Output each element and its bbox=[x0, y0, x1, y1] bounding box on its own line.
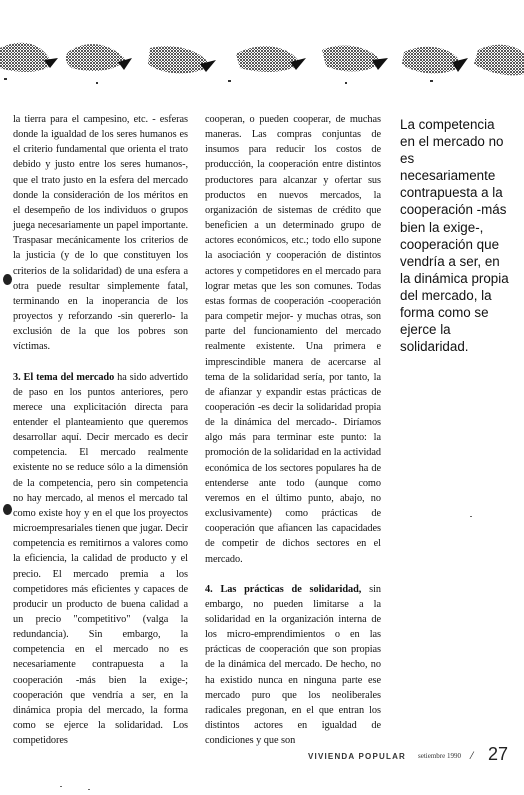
paragraph-text: ha sido advertido de paso en los puntos anteriores, pero merece una explicitación directa para entender el planteamiento que queremos desarrollar aquí. Decir mercado es decir competencia. El mercado realmente existente no se reduce sólo a la dimensión de la competencia, pero sin competencia no hay mercado, al menos el mercado tal como existe hoy y en el que los proyectos microempresariales tienen que jugar. Decir competencia es remitirnos a valores como la eficiencia, la calidad de producto y el precio. El mercado premia a los competidores más eficientes y capaces de producir un producto de buena calidad a un precio "competitivo" (valga la redundancia). Sin embargo, la competencia en el mercado no es necesariamente contrapuesta a la cooperación -más bien la exige-; cooperación que vendría a ser, en la dinámica propia del mercado, la forma como se ejerce la solidaridad. Los competidores bbox=[13, 371, 188, 747]
paragraph: cooperan, o pueden cooperar, de muchas maneras. Las compras conjuntas de insumos para reducir los costos de producción, la cooperación entre distintos productores para alcanzar y ofertar sus productos en nuevos mercados, la organización de sistemas de crédito que beneficien a un determinado grupo de actores económicos, etc.; todo ello supone la asociación y cooperación de distintos actores y competidores en el mercado para lograr metas que les son comunes. Todas estas formas de cooperación -cooperación para competir mejor- y muchas otras, son parte del funcionamiento del mercado realmente existente. Una primera e imprescindible manera de acercarse al tema de la solidaridad sería, por tanto, la de afianzar y expandir estas prácticas de cooperación -es decir la solidaridad propia de la dinámica del mercado-. Diríamos algo más para terminar este punto: la promoción de la solidaridad en la actividad económica de los sectores populares ha de entenderse ante todo (aunque como veremos en el último punto, abajo, no exclusivamente) como prácticas de cooperación que afiancen las capacidades de competir de dichos sectores en el mercado. bbox=[205, 114, 381, 565]
section-heading: 4. Las prácticas de solidaridad, bbox=[205, 583, 362, 595]
decorative-banner bbox=[0, 38, 524, 90]
pull-quote: La competencia en el mercado no es necesariamente contrapuesta a la cooperación -más bien la exige-, cooperación que vendría a ser, en la dinámica propia del mercado, la forma como se ejerce la solidaridad. bbox=[400, 117, 509, 355]
paragraph: la tierra para el campesino, etc. - esferas donde la igualdad de los seres humanos es el criterio fundamental que orienta el trato debido y justo entre los seres humanos-, que el trato justo en la esfera del mercado donde la consideración de los méritos en el desempeño de los individuos o grupos juega necesariamente un papel importante. Traspasar mecánicamente los criterios de la justicia (y de lo que constituyen los criterios de la solidaridad) de una esfera a otra puede resultar simplemente fatal, terminando en la inoperancia de los proyectos y reforzando -sin quererlo- la exclusión de la que los pobres son víctimas. bbox=[13, 114, 188, 353]
scan-speck bbox=[60, 786, 62, 787]
page-number: 27 bbox=[488, 744, 509, 764]
binding-hole bbox=[3, 504, 12, 515]
scan-speck bbox=[470, 516, 472, 517]
article-column-2 bbox=[205, 112, 381, 748]
scan-speck bbox=[88, 789, 90, 790]
section-heading: 3. El tema del mercado bbox=[13, 371, 115, 383]
issue-date: setiembre 1990 bbox=[418, 752, 461, 760]
divider-slash: / bbox=[470, 748, 474, 762]
paragraph-text: sin embargo, no pueden limitarse a la solidaridad en la organización interna de los micro-emprendimientos o en las prácticas de cooperación que son propias de la dinámica del mercado. De hecho, no ha existido nunca en ninguna parte ese mercado puro que los neoliberales radicales pregonan, en el que entran los distintos actores en igualdad de condiciones y que son bbox=[205, 583, 381, 747]
page-footer bbox=[308, 744, 518, 766]
article-column-1 bbox=[13, 112, 188, 748]
binding-hole bbox=[3, 274, 12, 285]
magazine-name: VIVIENDA POPULAR bbox=[308, 752, 407, 761]
